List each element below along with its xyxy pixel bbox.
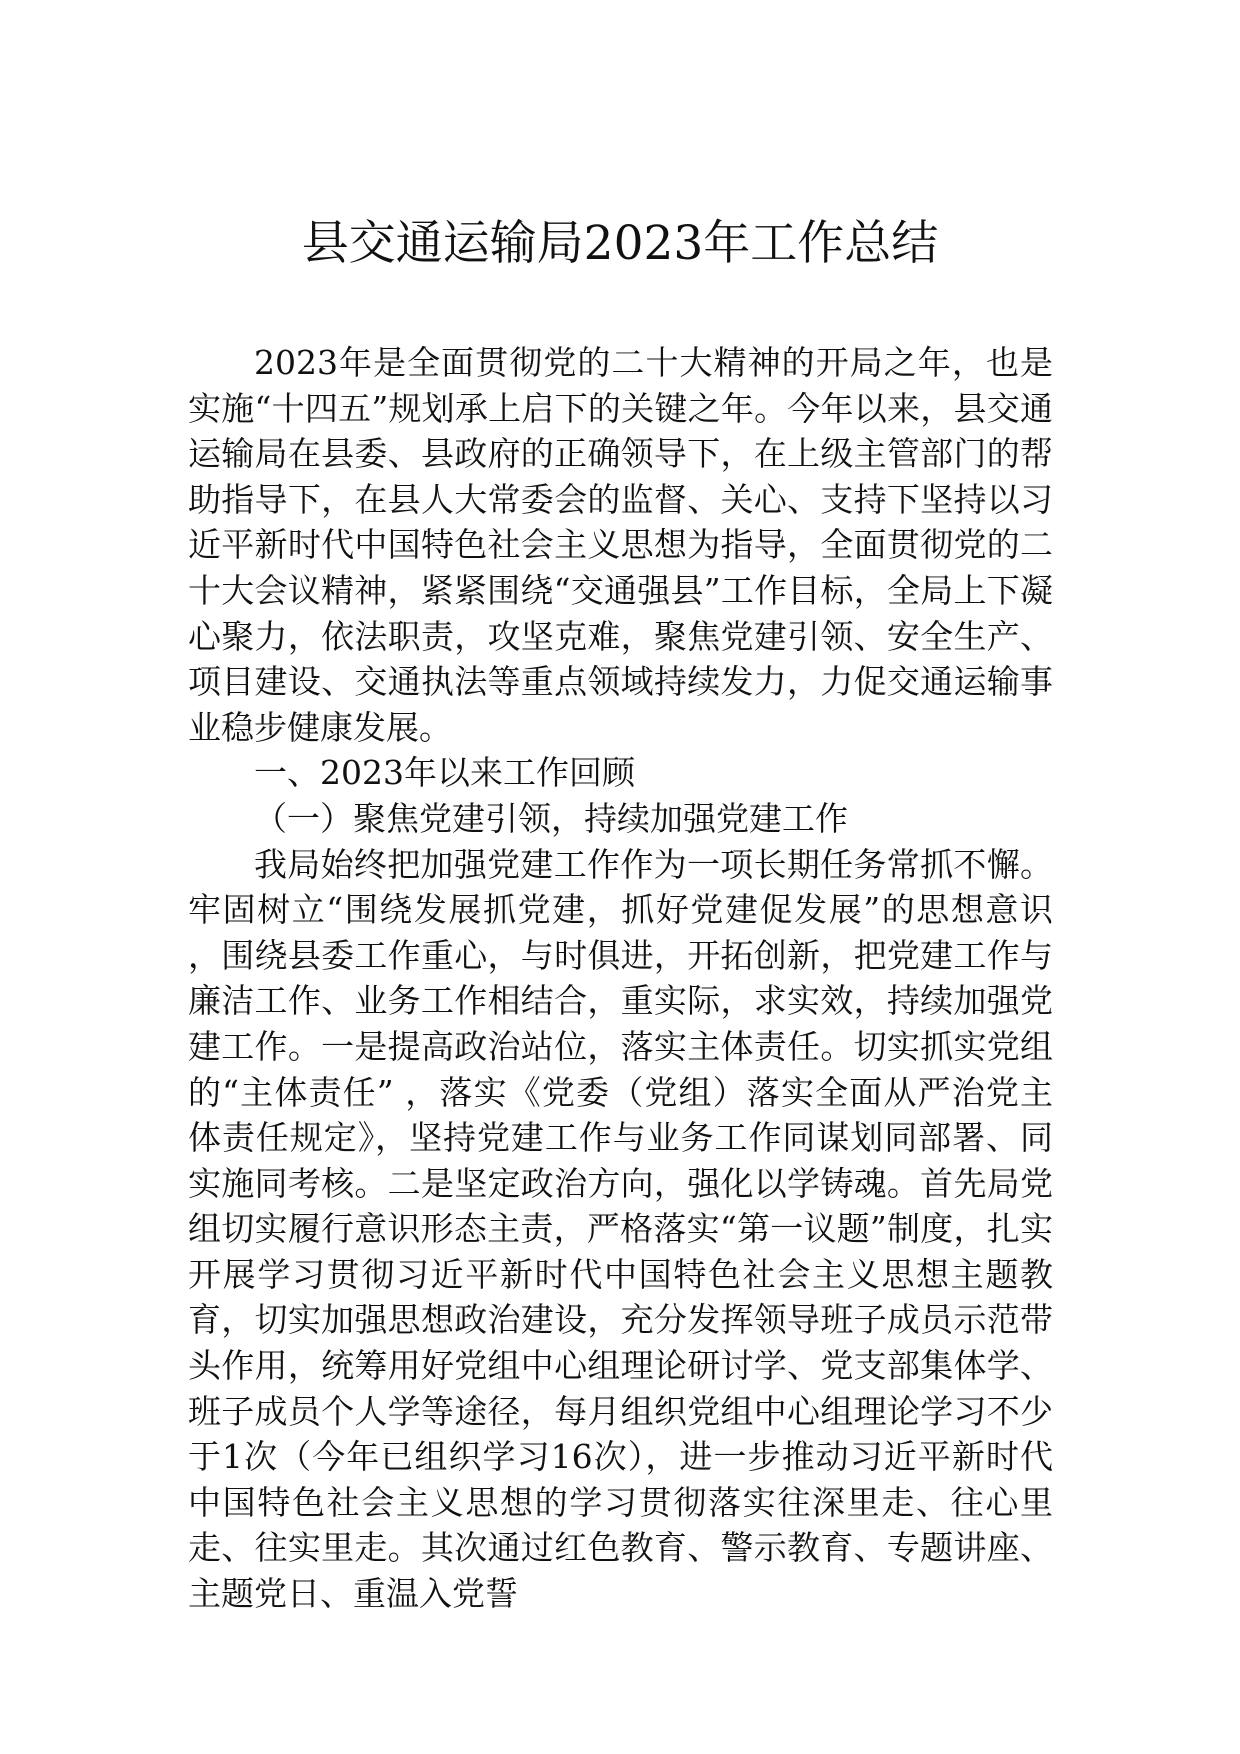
document-body: [188, 340, 1053, 1617]
subsection-heading: （一）聚焦党建引领，持续加强党建工作: [254, 798, 848, 838]
section-heading: 一、2023年以来工作回顾: [254, 753, 635, 793]
intro-paragraph: 2023年是全面贯彻党的二十大精神的开局之年，也是实施“十四五”规划承上启下的关键之年。今年以来，县交通运输局在县委、县政府的正确领导下，在上级主管部门的帮助指导下，在县人大常委会的监督、关心、支持下坚持以习近平新时代中国特色社会主义思想为指导，全面贯彻党的二十大会议精神，紧紧围绕“交通强县”工作目标，全局上下凝心聚力，依法职责，攻坚克难，聚焦党建引领、安全生产、项目建设、交通执法等重点领域持续发力，力促交通运输事业稳步健康发展。: [188, 343, 1053, 747]
body-paragraph: 我局始终把加强党建工作作为一项长期任务常抓不懈。牢固树立“围绕发展抓党建，抓好党建促发展”的思想意识 ，围绕县委工作重心，与时俱进，开拓创新，把党建工作与廉洁工作、业务工作相结合，重实际，求实效，持续加强党建工作。一是提高政治站位，落实主体责任。切实抓实党组的“主体责任” ，落实《党委（党组）落实全面从严治党主体责任规定》，坚持党建工作与业务工作同谋划同部署、同实施同考核。二是坚定政治方向，强化以学铸魂。首先局党组切实履行意识形态主责，严格落实“第一议题”制度，扎实开展学习贯彻习近平新时代中国特色社会主义思想主题教育，切实加强思想政治建设，充分发挥领导班子成员示范带头作用，统筹用好党组中心组理论研讨学、党支部集体学、班子成员个人学等途径，每月组织党组中心组理论学习不少于1次（今年已组织学习16次），进一步推动习近平新时代中国特色社会主义思想的学习贯彻落实往深里走、往心里走、往实里走。其次通过红色教育、警示教育、专题讲座、主题党日、重温入党誓: [188, 844, 1053, 1614]
document-title: 县交通运输局2023年工作总结: [301, 216, 939, 271]
